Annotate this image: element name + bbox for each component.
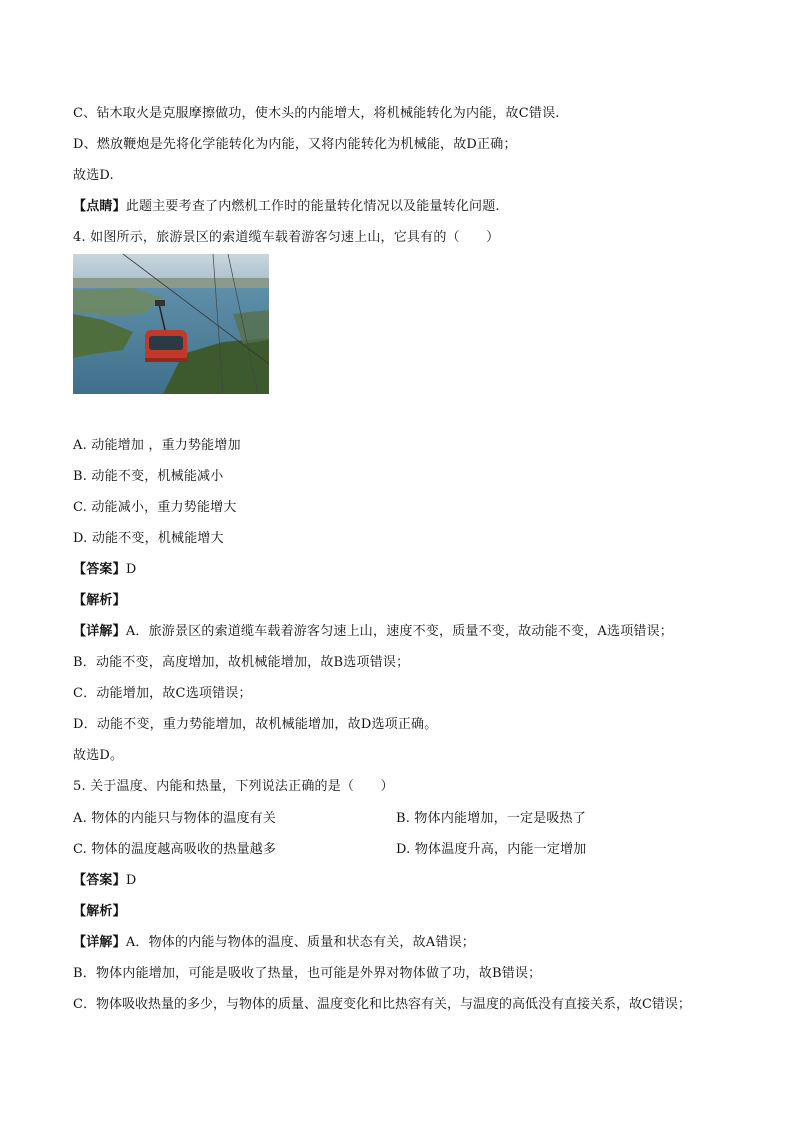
q5-detail-a	[73, 935, 475, 951]
q5-stem: 5. 关于温度、内能和热量，下列说法正确的是（ ）	[73, 779, 394, 794]
q5-detail-b: B．物体内能增加，可能是吸收了热量，也可能是外界对物体做了功，故B错误；	[73, 966, 542, 981]
detail-tag: 【详解】	[73, 624, 126, 639]
comment-text: 此题主要考查了内燃机工作时的能量转化情况以及能量转化问题.	[125, 199, 500, 214]
detail-text: A．旅游景区的索道缆车载着游客匀速上山，速度不变，质量不变，故动能不变，A选项错误；	[125, 624, 673, 639]
q4-stem: 4. 如图所示，旅游景区的索道缆车载着游客匀速上山，它具有的（ ）	[73, 230, 500, 245]
q4-option-a: A. 动能增加 ，重力势能增加	[73, 438, 241, 453]
q3-option-c-explanation: C、钻木取火是克服摩擦做功，使木头的内能增大，将机械能转化为内能，故C错误.	[73, 106, 560, 121]
q4-option-b: B. 动能不变，机械能减小	[73, 469, 224, 484]
q5-detail-c: C．物体吸收热量的多少，与物体的质量、温度变化和比热容有关，与温度的高低没有直接关系，故C错误；	[73, 997, 691, 1012]
q4-detail-c: C．动能增加，故C选项错误；	[73, 686, 252, 701]
comment-tag: 【点睛】	[73, 199, 126, 214]
q4-analysis-tag: 【解析】	[73, 593, 126, 608]
q5-option-b: B. 物体内能增加，一定是吸热了	[396, 811, 587, 826]
answer-tag: 【答案】	[73, 873, 126, 888]
q3-choice: 故选D.	[73, 168, 114, 183]
q4-answer	[73, 562, 136, 578]
detail-tag: 【详解】	[73, 935, 126, 950]
q5-analysis-tag: 【解析】	[73, 904, 126, 919]
q4-option-d: D. 动能不变，机械能增大	[73, 531, 224, 546]
q4-detail-a	[73, 624, 673, 640]
q5-option-c: C. 物体的温度越高吸收的热量越多	[73, 842, 277, 857]
q4-choice: 故选D。	[73, 748, 124, 763]
q3-comment	[73, 199, 500, 215]
q3-option-d-explanation: D、燃放鞭炮是先将化学能转化为内能，又将内能转化为机械能，故D正确；	[73, 137, 517, 152]
q5-answer	[73, 873, 136, 889]
q5-option-a: A. 物体的内能只与物体的温度有关	[73, 811, 277, 826]
answer-tag: 【答案】	[73, 562, 126, 577]
q5-option-d: D. 物体温度升高，内能一定增加	[396, 842, 587, 857]
q4-detail-b: B．动能不变，高度增加，故机械能增加，故B选项错误；	[73, 655, 410, 670]
q4-option-c: C. 动能减小，重力势能增大	[73, 500, 237, 515]
q4-detail-d: D．动能不变，重力势能增加，故机械能增加，故D选项正确。	[73, 717, 438, 732]
cable-car-photo	[73, 254, 269, 394]
answer-value: D	[125, 562, 137, 577]
answer-value: D	[125, 873, 137, 888]
detail-text: A．物体的内能与物体的温度、质量和状态有关，故A错误；	[125, 935, 475, 950]
